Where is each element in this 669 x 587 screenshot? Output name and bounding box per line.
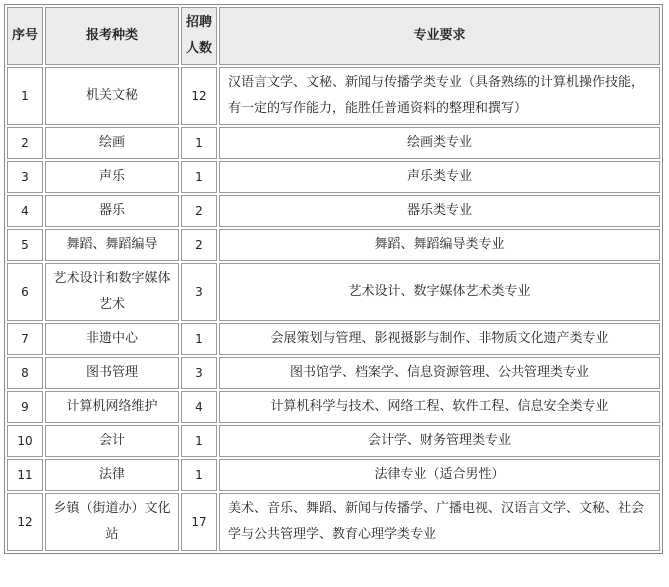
cell-seq: 7 <box>7 323 43 355</box>
cell-requirement: 会展策划与管理、影视摄影与制作、非物质文化遗产类专业 <box>219 323 660 355</box>
cell-seq: 4 <box>7 195 43 227</box>
cell-requirement: 法律专业（适合男性） <box>219 459 660 491</box>
cell-seq: 11 <box>7 459 43 491</box>
table-row <box>7 459 660 491</box>
cell-seq: 1 <box>7 67 43 125</box>
recruitment-table <box>4 4 663 554</box>
cell-count: 3 <box>181 263 217 321</box>
cell-seq: 6 <box>7 263 43 321</box>
table-row <box>7 127 660 159</box>
cell-requirement: 声乐类专业 <box>219 161 660 193</box>
header-count: 招聘人数 <box>181 7 217 65</box>
cell-requirement: 绘画类专业 <box>219 127 660 159</box>
header-row <box>7 7 660 65</box>
cell-kind: 乡镇（街道办）文化站 <box>45 493 179 551</box>
cell-seq: 10 <box>7 425 43 457</box>
cell-count: 2 <box>181 229 217 261</box>
cell-kind: 绘画 <box>45 127 179 159</box>
cell-kind: 艺术设计和数字媒体艺术 <box>45 263 179 321</box>
cell-requirement: 图书馆学、档案学、信息资源管理、公共管理类专业 <box>219 357 660 389</box>
cell-count: 2 <box>181 195 217 227</box>
header-requirement: 专业要求 <box>219 7 660 65</box>
table-row <box>7 229 660 261</box>
table-row <box>7 493 660 551</box>
cell-count: 4 <box>181 391 217 423</box>
header-seq: 序号 <box>7 7 43 65</box>
table-row <box>7 263 660 321</box>
table-row <box>7 161 660 193</box>
cell-count: 1 <box>181 459 217 491</box>
cell-requirement: 汉语言文学、文秘、新闻与传播学类专业（具备熟练的计算机操作技能，有一定的写作能力，能胜任普通资料的整理和撰写） <box>219 67 660 125</box>
cell-seq: 2 <box>7 127 43 159</box>
cell-count: 1 <box>181 127 217 159</box>
table-row <box>7 195 660 227</box>
table-row <box>7 323 660 355</box>
cell-kind: 声乐 <box>45 161 179 193</box>
cell-count: 1 <box>181 323 217 355</box>
cell-requirement: 美术、音乐、舞蹈、新闻与传播学、广播电视、汉语言文学、文秘、社会学与公共管理学、教育心理学类专业 <box>219 493 660 551</box>
cell-seq: 5 <box>7 229 43 261</box>
cell-seq: 9 <box>7 391 43 423</box>
table-row <box>7 425 660 457</box>
cell-kind: 非遗中心 <box>45 323 179 355</box>
cell-count: 17 <box>181 493 217 551</box>
cell-kind: 法律 <box>45 459 179 491</box>
cell-kind: 图书管理 <box>45 357 179 389</box>
cell-count: 1 <box>181 161 217 193</box>
header-kind: 报考种类 <box>45 7 179 65</box>
cell-seq: 8 <box>7 357 43 389</box>
cell-requirement: 艺术设计、数字媒体艺术类专业 <box>219 263 660 321</box>
cell-kind: 会计 <box>45 425 179 457</box>
cell-kind: 器乐 <box>45 195 179 227</box>
cell-kind: 计算机网络维护 <box>45 391 179 423</box>
cell-kind: 舞蹈、舞蹈编导 <box>45 229 179 261</box>
cell-requirement: 器乐类专业 <box>219 195 660 227</box>
cell-count: 3 <box>181 357 217 389</box>
cell-seq: 3 <box>7 161 43 193</box>
table-row <box>7 357 660 389</box>
table-row <box>7 391 660 423</box>
cell-kind: 机关文秘 <box>45 67 179 125</box>
cell-count: 1 <box>181 425 217 457</box>
cell-count: 12 <box>181 67 217 125</box>
cell-requirement: 舞蹈、舞蹈编导类专业 <box>219 229 660 261</box>
cell-requirement: 计算机科学与技术、网络工程、软件工程、信息安全类专业 <box>219 391 660 423</box>
cell-seq: 12 <box>7 493 43 551</box>
table-row <box>7 67 660 125</box>
cell-requirement: 会计学、财务管理类专业 <box>219 425 660 457</box>
